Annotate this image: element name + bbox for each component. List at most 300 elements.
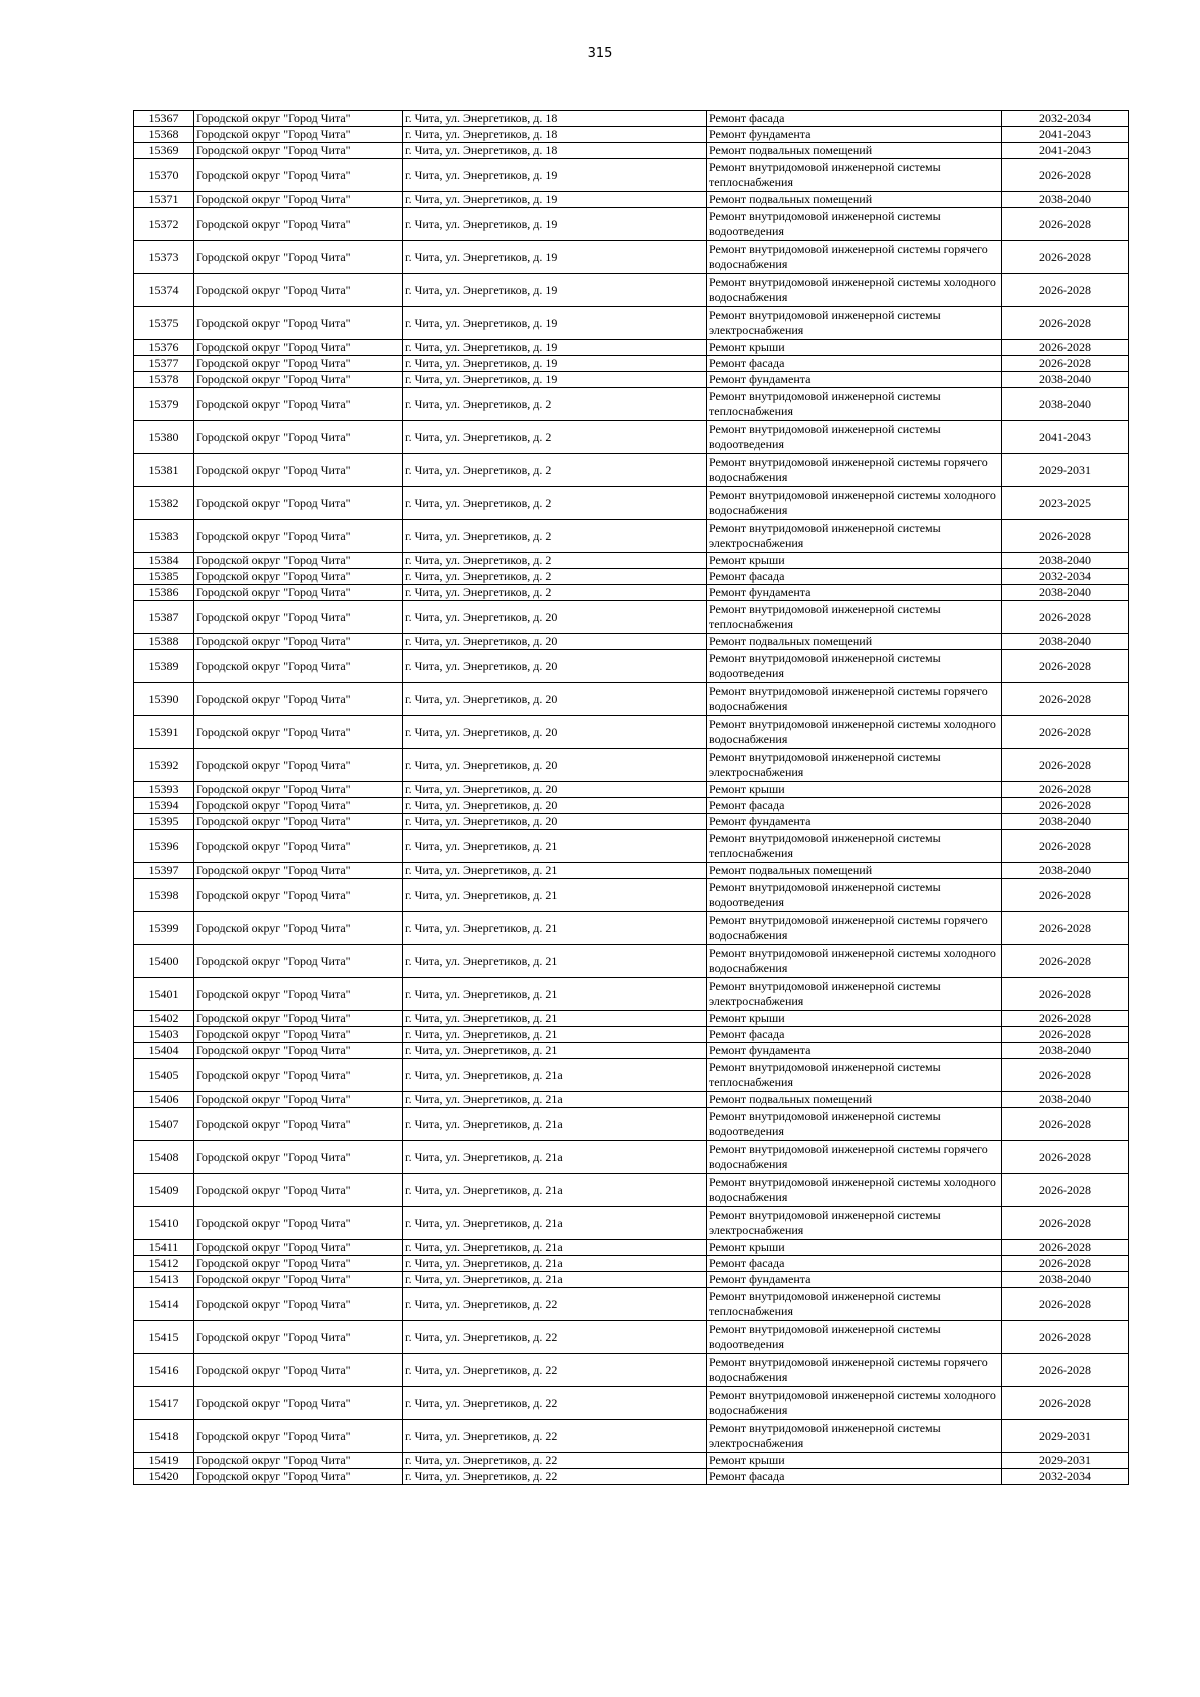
table-row	[134, 945, 1129, 978]
address-cell: г. Чита, ул. Энергетиков, д. 2	[403, 421, 707, 454]
table-row	[134, 585, 1129, 601]
address-cell: г. Чита, ул. Энергетиков, д. 22	[403, 1387, 707, 1420]
table-row	[134, 159, 1129, 192]
row-number-cell: 15420	[134, 1469, 194, 1485]
address-cell: г. Чита, ул. Энергетиков, д. 2	[403, 553, 707, 569]
municipality-cell: Городской округ "Город Чита"	[194, 553, 403, 569]
table-row	[134, 1453, 1129, 1469]
address-cell: г. Чита, ул. Энергетиков, д. 19	[403, 192, 707, 208]
table-row	[134, 1240, 1129, 1256]
work-type-cell: Ремонт внутридомовой инженерной системы холодного водоснабжения	[707, 1174, 1002, 1207]
table-row	[134, 241, 1129, 274]
work-type-cell: Ремонт внутридомовой инженерной системы теплоснабжения	[707, 830, 1002, 863]
period-cell: 2026-2028	[1002, 1256, 1129, 1272]
municipality-cell: Городской округ "Город Чита"	[194, 520, 403, 553]
municipality-cell: Городской округ "Город Чита"	[194, 569, 403, 585]
row-number-cell: 15417	[134, 1387, 194, 1420]
row-number-cell: 15397	[134, 863, 194, 879]
table-row	[134, 1272, 1129, 1288]
period-cell: 2038-2040	[1002, 863, 1129, 879]
row-number-cell: 15389	[134, 650, 194, 683]
address-cell: г. Чита, ул. Энергетиков, д. 22	[403, 1321, 707, 1354]
address-cell: г. Чита, ул. Энергетиков, д. 21а	[403, 1174, 707, 1207]
row-number-cell: 15416	[134, 1354, 194, 1387]
municipality-cell: Городской округ "Город Чита"	[194, 1469, 403, 1485]
work-type-cell: Ремонт внутридомовой инженерной системы холодного водоснабжения	[707, 1387, 1002, 1420]
table-row	[134, 388, 1129, 421]
address-cell: г. Чита, ул. Энергетиков, д. 2	[403, 487, 707, 520]
work-type-cell: Ремонт внутридомовой инженерной системы горячего водоснабжения	[707, 683, 1002, 716]
address-cell: г. Чита, ул. Энергетиков, д. 20	[403, 716, 707, 749]
address-cell: г. Чита, ул. Энергетиков, д. 21а	[403, 1240, 707, 1256]
row-number-cell: 15405	[134, 1059, 194, 1092]
work-type-cell: Ремонт фундамента	[707, 585, 1002, 601]
period-cell: 2026-2028	[1002, 879, 1129, 912]
work-type-cell: Ремонт крыши	[707, 553, 1002, 569]
municipality-cell: Городской округ "Город Чита"	[194, 274, 403, 307]
address-cell: г. Чита, ул. Энергетиков, д. 21а	[403, 1256, 707, 1272]
table-row	[134, 798, 1129, 814]
work-type-cell: Ремонт внутридомовой инженерной системы электроснабжения	[707, 1420, 1002, 1453]
address-cell: г. Чита, ул. Энергетиков, д. 19	[403, 274, 707, 307]
work-type-cell: Ремонт подвальных помещений	[707, 863, 1002, 879]
table-row	[134, 111, 1129, 127]
work-type-cell: Ремонт внутридомовой инженерной системы водоотведения	[707, 421, 1002, 454]
work-type-cell: Ремонт фасада	[707, 111, 1002, 127]
work-type-cell: Ремонт фасада	[707, 1469, 1002, 1485]
row-number-cell: 15414	[134, 1288, 194, 1321]
work-type-cell: Ремонт подвальных помещений	[707, 634, 1002, 650]
table-row	[134, 307, 1129, 340]
municipality-cell: Городской округ "Город Чита"	[194, 716, 403, 749]
row-number-cell: 15374	[134, 274, 194, 307]
table-row	[134, 1043, 1129, 1059]
work-type-cell: Ремонт фундамента	[707, 814, 1002, 830]
municipality-cell: Городской округ "Город Чита"	[194, 241, 403, 274]
table-row	[134, 274, 1129, 307]
table-row	[134, 716, 1129, 749]
row-number-cell: 15409	[134, 1174, 194, 1207]
municipality-cell: Городской округ "Город Чита"	[194, 634, 403, 650]
address-cell: г. Чита, ул. Энергетиков, д. 21	[403, 978, 707, 1011]
work-type-cell: Ремонт внутридомовой инженерной системы электроснабжения	[707, 520, 1002, 553]
address-cell: г. Чита, ул. Энергетиков, д. 22	[403, 1453, 707, 1469]
table-row	[134, 1321, 1129, 1354]
address-cell: г. Чита, ул. Энергетиков, д. 2	[403, 520, 707, 553]
table-row	[134, 1354, 1129, 1387]
period-cell: 2029-2031	[1002, 454, 1129, 487]
period-cell: 2026-2028	[1002, 274, 1129, 307]
table-row	[134, 143, 1129, 159]
municipality-cell: Городской округ "Город Чита"	[194, 372, 403, 388]
period-cell: 2038-2040	[1002, 585, 1129, 601]
table-row	[134, 601, 1129, 634]
row-number-cell: 15400	[134, 945, 194, 978]
work-type-cell: Ремонт фундамента	[707, 127, 1002, 143]
table-row	[134, 454, 1129, 487]
period-cell: 2032-2034	[1002, 111, 1129, 127]
address-cell: г. Чита, ул. Энергетиков, д. 19	[403, 208, 707, 241]
municipality-cell: Городской округ "Город Чита"	[194, 945, 403, 978]
table-row	[134, 340, 1129, 356]
work-type-cell: Ремонт внутридомовой инженерной системы теплоснабжения	[707, 601, 1002, 634]
work-type-cell: Ремонт фасада	[707, 1027, 1002, 1043]
work-type-cell: Ремонт фасада	[707, 356, 1002, 372]
address-cell: г. Чита, ул. Энергетиков, д. 19	[403, 307, 707, 340]
period-cell: 2026-2028	[1002, 945, 1129, 978]
table-row	[134, 863, 1129, 879]
row-number-cell: 15411	[134, 1240, 194, 1256]
municipality-cell: Городской округ "Город Чита"	[194, 1207, 403, 1240]
municipality-cell: Городской округ "Город Чита"	[194, 1011, 403, 1027]
table-row	[134, 814, 1129, 830]
address-cell: г. Чита, ул. Энергетиков, д. 18	[403, 127, 707, 143]
municipality-cell: Городской округ "Город Чита"	[194, 1387, 403, 1420]
municipality-cell: Городской округ "Город Чита"	[194, 650, 403, 683]
period-cell: 2026-2028	[1002, 1011, 1129, 1027]
row-number-cell: 15404	[134, 1043, 194, 1059]
municipality-cell: Городской округ "Город Чита"	[194, 388, 403, 421]
work-type-cell: Ремонт фундамента	[707, 1043, 1002, 1059]
period-cell: 2026-2028	[1002, 1321, 1129, 1354]
period-cell: 2038-2040	[1002, 388, 1129, 421]
period-cell: 2029-2031	[1002, 1453, 1129, 1469]
work-type-cell: Ремонт внутридомовой инженерной системы холодного водоснабжения	[707, 487, 1002, 520]
table-row	[134, 683, 1129, 716]
table-row	[134, 650, 1129, 683]
row-number-cell: 15407	[134, 1108, 194, 1141]
address-cell: г. Чита, ул. Энергетиков, д. 18	[403, 111, 707, 127]
address-cell: г. Чита, ул. Энергетиков, д. 19	[403, 241, 707, 274]
period-cell: 2026-2028	[1002, 650, 1129, 683]
table-row	[134, 830, 1129, 863]
municipality-cell: Городской округ "Город Чита"	[194, 1321, 403, 1354]
address-cell: г. Чита, ул. Энергетиков, д. 21а	[403, 1207, 707, 1240]
address-cell: г. Чита, ул. Энергетиков, д. 22	[403, 1469, 707, 1485]
table-row	[134, 1207, 1129, 1240]
row-number-cell: 15384	[134, 553, 194, 569]
table-row	[134, 879, 1129, 912]
address-cell: г. Чита, ул. Энергетиков, д. 22	[403, 1354, 707, 1387]
period-cell: 2026-2028	[1002, 1027, 1129, 1043]
municipality-cell: Городской округ "Город Чита"	[194, 978, 403, 1011]
period-cell: 2026-2028	[1002, 830, 1129, 863]
period-cell: 2038-2040	[1002, 1092, 1129, 1108]
municipality-cell: Городской округ "Город Чита"	[194, 1420, 403, 1453]
row-number-cell: 15372	[134, 208, 194, 241]
row-number-cell: 15376	[134, 340, 194, 356]
period-cell: 2038-2040	[1002, 192, 1129, 208]
table-row	[134, 1256, 1129, 1272]
work-type-cell: Ремонт внутридомовой инженерной системы горячего водоснабжения	[707, 1141, 1002, 1174]
work-type-cell: Ремонт внутридомовой инженерной системы холодного водоснабжения	[707, 274, 1002, 307]
work-type-cell: Ремонт внутридомовой инженерной системы водоотведения	[707, 1321, 1002, 1354]
table-row	[134, 1027, 1129, 1043]
municipality-cell: Городской округ "Город Чита"	[194, 356, 403, 372]
address-cell: г. Чита, ул. Энергетиков, д. 21	[403, 863, 707, 879]
period-cell: 2026-2028	[1002, 782, 1129, 798]
table-row	[134, 1011, 1129, 1027]
table-row	[134, 1174, 1129, 1207]
table-body	[134, 111, 1129, 1485]
table-row	[134, 553, 1129, 569]
address-cell: г. Чита, ул. Энергетиков, д. 21а	[403, 1059, 707, 1092]
work-type-cell: Ремонт внутридомовой инженерной системы горячего водоснабжения	[707, 1354, 1002, 1387]
row-number-cell: 15378	[134, 372, 194, 388]
page-number: 315	[587, 46, 613, 61]
period-cell: 2026-2028	[1002, 978, 1129, 1011]
municipality-cell: Городской округ "Город Чита"	[194, 159, 403, 192]
municipality-cell: Городской округ "Город Чита"	[194, 421, 403, 454]
period-cell: 2038-2040	[1002, 553, 1129, 569]
work-type-cell: Ремонт внутридомовой инженерной системы холодного водоснабжения	[707, 716, 1002, 749]
period-cell: 2026-2028	[1002, 1174, 1129, 1207]
period-cell: 2026-2028	[1002, 1207, 1129, 1240]
municipality-cell: Городской округ "Город Чита"	[194, 208, 403, 241]
municipality-cell: Городской округ "Город Чита"	[194, 1141, 403, 1174]
period-cell: 2026-2028	[1002, 340, 1129, 356]
row-number-cell: 15393	[134, 782, 194, 798]
municipality-cell: Городской округ "Город Чита"	[194, 782, 403, 798]
period-cell: 2026-2028	[1002, 716, 1129, 749]
work-type-cell: Ремонт внутридомовой инженерной системы электроснабжения	[707, 749, 1002, 782]
period-cell: 2026-2028	[1002, 1387, 1129, 1420]
table-row	[134, 749, 1129, 782]
table-row	[134, 1141, 1129, 1174]
table-row	[134, 372, 1129, 388]
municipality-cell: Городской округ "Город Чита"	[194, 192, 403, 208]
table-row	[134, 421, 1129, 454]
period-cell: 2023-2025	[1002, 487, 1129, 520]
row-number-cell: 15394	[134, 798, 194, 814]
work-type-cell: Ремонт внутридомовой инженерной системы электроснабжения	[707, 1207, 1002, 1240]
table-row	[134, 208, 1129, 241]
period-cell: 2026-2028	[1002, 1288, 1129, 1321]
municipality-cell: Городской округ "Город Чита"	[194, 798, 403, 814]
address-cell: г. Чита, ул. Энергетиков, д. 19	[403, 356, 707, 372]
municipality-cell: Городской округ "Город Чита"	[194, 1059, 403, 1092]
address-cell: г. Чита, ул. Энергетиков, д. 20	[403, 749, 707, 782]
work-type-cell: Ремонт крыши	[707, 1011, 1002, 1027]
period-cell: 2026-2028	[1002, 798, 1129, 814]
table-row	[134, 1469, 1129, 1485]
work-type-cell: Ремонт подвальных помещений	[707, 192, 1002, 208]
period-cell: 2026-2028	[1002, 159, 1129, 192]
municipality-cell: Городской округ "Город Чита"	[194, 1256, 403, 1272]
period-cell: 2026-2028	[1002, 520, 1129, 553]
row-number-cell: 15371	[134, 192, 194, 208]
table-row	[134, 127, 1129, 143]
row-number-cell: 15383	[134, 520, 194, 553]
period-cell: 2026-2028	[1002, 601, 1129, 634]
period-cell: 2026-2028	[1002, 241, 1129, 274]
work-type-cell: Ремонт внутридомовой инженерной системы теплоснабжения	[707, 1059, 1002, 1092]
row-number-cell: 15373	[134, 241, 194, 274]
address-cell: г. Чита, ул. Энергетиков, д. 2	[403, 388, 707, 421]
row-number-cell: 15391	[134, 716, 194, 749]
table-row	[134, 1092, 1129, 1108]
work-type-cell: Ремонт фасада	[707, 569, 1002, 585]
municipality-cell: Городской округ "Город Чита"	[194, 863, 403, 879]
work-type-cell: Ремонт внутридомовой инженерной системы электроснабжения	[707, 307, 1002, 340]
work-type-cell: Ремонт крыши	[707, 1240, 1002, 1256]
municipality-cell: Городской округ "Город Чита"	[194, 127, 403, 143]
period-cell: 2026-2028	[1002, 1059, 1129, 1092]
row-number-cell: 15412	[134, 1256, 194, 1272]
municipality-cell: Городской округ "Город Чита"	[194, 1453, 403, 1469]
address-cell: г. Чита, ул. Энергетиков, д. 21а	[403, 1141, 707, 1174]
row-number-cell: 15398	[134, 879, 194, 912]
municipality-cell: Городской округ "Город Чита"	[194, 1272, 403, 1288]
period-cell: 2026-2028	[1002, 749, 1129, 782]
row-number-cell: 15406	[134, 1092, 194, 1108]
row-number-cell: 15392	[134, 749, 194, 782]
period-cell: 2041-2043	[1002, 143, 1129, 159]
municipality-cell: Городской округ "Город Чита"	[194, 487, 403, 520]
address-cell: г. Чита, ул. Энергетиков, д. 21	[403, 945, 707, 978]
address-cell: г. Чита, ул. Энергетиков, д. 21а	[403, 1108, 707, 1141]
address-cell: г. Чита, ул. Энергетиков, д. 21	[403, 912, 707, 945]
municipality-cell: Городской округ "Город Чита"	[194, 814, 403, 830]
period-cell: 2026-2028	[1002, 1108, 1129, 1141]
period-cell: 2041-2043	[1002, 127, 1129, 143]
work-type-cell: Ремонт внутридомовой инженерной системы водоотведения	[707, 879, 1002, 912]
table-row	[134, 487, 1129, 520]
work-type-cell: Ремонт внутридомовой инженерной системы теплоснабжения	[707, 1288, 1002, 1321]
work-type-cell: Ремонт фасада	[707, 798, 1002, 814]
period-cell: 2032-2034	[1002, 569, 1129, 585]
table-row	[134, 356, 1129, 372]
work-type-cell: Ремонт крыши	[707, 1453, 1002, 1469]
address-cell: г. Чита, ул. Энергетиков, д. 21	[403, 1011, 707, 1027]
address-cell: г. Чита, ул. Энергетиков, д. 21	[403, 1043, 707, 1059]
row-number-cell: 15387	[134, 601, 194, 634]
period-cell: 2038-2040	[1002, 372, 1129, 388]
period-cell: 2041-2043	[1002, 421, 1129, 454]
table-row	[134, 1059, 1129, 1092]
row-number-cell: 15377	[134, 356, 194, 372]
municipality-cell: Городской округ "Город Чита"	[194, 1288, 403, 1321]
address-cell: г. Чита, ул. Энергетиков, д. 20	[403, 683, 707, 716]
row-number-cell: 15402	[134, 1011, 194, 1027]
row-number-cell: 15385	[134, 569, 194, 585]
row-number-cell: 15369	[134, 143, 194, 159]
table-row	[134, 520, 1129, 553]
municipality-cell: Городской округ "Город Чита"	[194, 1240, 403, 1256]
period-cell: 2038-2040	[1002, 1043, 1129, 1059]
row-number-cell: 15368	[134, 127, 194, 143]
address-cell: г. Чита, ул. Энергетиков, д. 20	[403, 634, 707, 650]
work-type-cell: Ремонт внутридомовой инженерной системы горячего водоснабжения	[707, 241, 1002, 274]
address-cell: г. Чита, ул. Энергетиков, д. 20	[403, 782, 707, 798]
address-cell: г. Чита, ул. Энергетиков, д. 2	[403, 454, 707, 487]
row-number-cell: 15403	[134, 1027, 194, 1043]
address-cell: г. Чита, ул. Энергетиков, д. 21а	[403, 1272, 707, 1288]
period-cell: 2026-2028	[1002, 1240, 1129, 1256]
period-cell: 2026-2028	[1002, 1141, 1129, 1174]
row-number-cell: 15379	[134, 388, 194, 421]
row-number-cell: 15413	[134, 1272, 194, 1288]
row-number-cell: 15388	[134, 634, 194, 650]
row-number-cell: 15419	[134, 1453, 194, 1469]
period-cell: 2026-2028	[1002, 1354, 1129, 1387]
table-row	[134, 978, 1129, 1011]
work-type-cell: Ремонт внутридомовой инженерной системы горячего водоснабжения	[707, 912, 1002, 945]
row-number-cell: 15375	[134, 307, 194, 340]
table-row	[134, 1420, 1129, 1453]
row-number-cell: 15401	[134, 978, 194, 1011]
period-cell: 2026-2028	[1002, 683, 1129, 716]
work-type-cell: Ремонт внутридомовой инженерной системы холодного водоснабжения	[707, 945, 1002, 978]
row-number-cell: 15408	[134, 1141, 194, 1174]
table-row	[134, 634, 1129, 650]
row-number-cell: 15367	[134, 111, 194, 127]
row-number-cell: 15396	[134, 830, 194, 863]
municipality-cell: Городской округ "Город Чита"	[194, 454, 403, 487]
address-cell: г. Чита, ул. Энергетиков, д. 21	[403, 1027, 707, 1043]
work-type-cell: Ремонт внутридомовой инженерной системы электроснабжения	[707, 978, 1002, 1011]
period-cell: 2038-2040	[1002, 1272, 1129, 1288]
municipality-cell: Городской округ "Город Чита"	[194, 307, 403, 340]
address-cell: г. Чита, ул. Энергетиков, д. 2	[403, 585, 707, 601]
work-type-cell: Ремонт крыши	[707, 340, 1002, 356]
period-cell: 2032-2034	[1002, 1469, 1129, 1485]
address-cell: г. Чита, ул. Энергетиков, д. 20	[403, 650, 707, 683]
work-type-cell: Ремонт фундамента	[707, 372, 1002, 388]
period-cell: 2038-2040	[1002, 814, 1129, 830]
work-type-cell: Ремонт фасада	[707, 1256, 1002, 1272]
work-type-cell: Ремонт внутридомовой инженерной системы водоотведения	[707, 1108, 1002, 1141]
period-cell: 2026-2028	[1002, 307, 1129, 340]
work-type-cell: Ремонт внутридомовой инженерной системы водоотведения	[707, 208, 1002, 241]
row-number-cell: 15415	[134, 1321, 194, 1354]
municipality-cell: Городской округ "Город Чита"	[194, 1092, 403, 1108]
row-number-cell: 15399	[134, 912, 194, 945]
address-cell: г. Чита, ул. Энергетиков, д. 20	[403, 814, 707, 830]
table-row	[134, 1288, 1129, 1321]
period-cell: 2026-2028	[1002, 208, 1129, 241]
work-type-cell: Ремонт внутридомовой инженерной системы теплоснабжения	[707, 159, 1002, 192]
capital-repair-table	[133, 110, 1129, 1485]
address-cell: г. Чита, ул. Энергетиков, д. 19	[403, 372, 707, 388]
address-cell: г. Чита, ул. Энергетиков, д. 20	[403, 601, 707, 634]
municipality-cell: Городской округ "Город Чита"	[194, 1108, 403, 1141]
municipality-cell: Городской округ "Город Чита"	[194, 912, 403, 945]
work-type-cell: Ремонт фундамента	[707, 1272, 1002, 1288]
address-cell: г. Чита, ул. Энергетиков, д. 20	[403, 798, 707, 814]
municipality-cell: Городской округ "Город Чита"	[194, 830, 403, 863]
address-cell: г. Чита, ул. Энергетиков, д. 21	[403, 830, 707, 863]
address-cell: г. Чита, ул. Энергетиков, д. 19	[403, 340, 707, 356]
municipality-cell: Городской округ "Город Чита"	[194, 683, 403, 716]
work-type-cell: Ремонт внутридомовой инженерной системы водоотведения	[707, 650, 1002, 683]
row-number-cell: 15381	[134, 454, 194, 487]
row-number-cell: 15390	[134, 683, 194, 716]
table-row	[134, 782, 1129, 798]
address-cell: г. Чита, ул. Энергетиков, д. 2	[403, 569, 707, 585]
work-type-cell: Ремонт подвальных помещений	[707, 143, 1002, 159]
row-number-cell: 15380	[134, 421, 194, 454]
municipality-cell: Городской округ "Город Чита"	[194, 601, 403, 634]
table-row	[134, 569, 1129, 585]
address-cell: г. Чита, ул. Энергетиков, д. 21а	[403, 1092, 707, 1108]
table-row	[134, 1108, 1129, 1141]
work-type-cell: Ремонт внутридомовой инженерной системы теплоснабжения	[707, 388, 1002, 421]
period-cell: 2038-2040	[1002, 634, 1129, 650]
table-row	[134, 192, 1129, 208]
row-number-cell: 15395	[134, 814, 194, 830]
address-cell: г. Чита, ул. Энергетиков, д. 19	[403, 159, 707, 192]
